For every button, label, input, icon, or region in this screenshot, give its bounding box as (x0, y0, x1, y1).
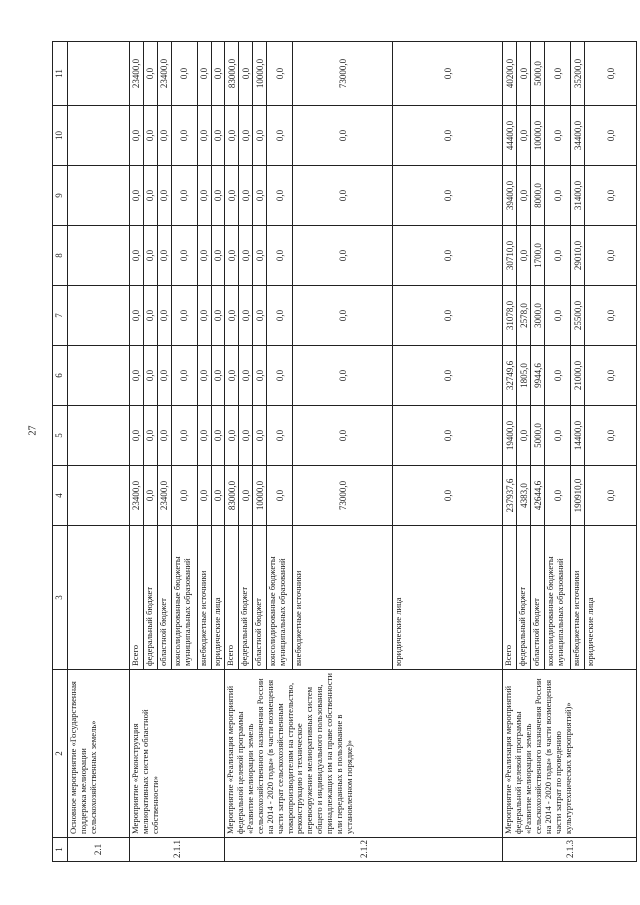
amount-cell (68, 346, 130, 406)
amount-cell: 0,0 (239, 286, 253, 346)
funding-source: внебюджетные источники (571, 526, 585, 670)
amount-cell: 83000,0 (225, 42, 239, 106)
amount-cell: 5000,0 (531, 42, 545, 106)
column-header: 7 (53, 286, 68, 346)
amount-cell: 0,0 (225, 226, 239, 286)
amount-cell: 29010,0 (571, 226, 585, 286)
funding-source: Всего (225, 526, 239, 670)
row-code: 2.1.2 (225, 838, 503, 862)
amount-cell: 4383,0 (517, 466, 531, 526)
amount-cell: 23400,0 (130, 42, 144, 106)
funding-source: внебюджетные источники (293, 526, 393, 670)
column-header: 11 (53, 42, 68, 106)
amount-cell: 0,0 (545, 226, 571, 286)
amount-cell: 31078,0 (503, 286, 517, 346)
amount-cell: 83000,0 (225, 466, 239, 526)
amount-cell: 0,0 (585, 346, 637, 406)
table-row (225, 42, 239, 862)
funding-source: Всего (503, 526, 517, 670)
amount-cell: 73000,0 (293, 466, 393, 526)
amount-cell: 0,0 (585, 286, 637, 346)
amount-cell: 0,0 (267, 226, 293, 286)
amount-cell: 0,0 (545, 406, 571, 466)
funding-source: Всего (130, 526, 144, 670)
amount-cell: 0,0 (545, 42, 571, 106)
amount-cell: 0,0 (144, 286, 158, 346)
funding-source: федеральный бюджет (144, 526, 158, 670)
amount-cell: 0,0 (198, 166, 212, 226)
amount-cell: 0,0 (158, 346, 172, 406)
amount-cell: 0,0 (212, 346, 225, 406)
amount-cell: 0,0 (172, 166, 198, 226)
amount-cell: 0,0 (172, 346, 198, 406)
funding-source: юридические лица (393, 526, 503, 670)
funding-source: юридические лица (585, 526, 637, 670)
funding-source: юридические лица (212, 526, 225, 670)
amount-cell: 0,0 (144, 406, 158, 466)
amount-cell: 1700,0 (531, 226, 545, 286)
amount-cell: 73000,0 (293, 42, 393, 106)
amount-cell: 0,0 (293, 226, 393, 286)
funding-source: консолидированные бюджеты муниципальных образований (172, 526, 198, 670)
amount-cell: 0,0 (212, 226, 225, 286)
page-number: 27 (27, 425, 39, 436)
amount-cell: 0,0 (393, 286, 503, 346)
amount-cell: 39400,0 (503, 166, 517, 226)
amount-cell: 0,0 (253, 106, 267, 166)
amount-cell: 0,0 (225, 346, 239, 406)
amount-cell: 0,0 (293, 346, 393, 406)
amount-cell: 0,0 (130, 166, 144, 226)
amount-cell: 10000,0 (531, 106, 545, 166)
row-code: 2.1 (68, 838, 130, 862)
amount-cell: 0,0 (517, 406, 531, 466)
activity-description: Мероприятие «Реконструкция мелиоративных систем областной собственности» (130, 670, 225, 838)
amount-cell: 0,0 (198, 106, 212, 166)
amount-cell: 0,0 (239, 346, 253, 406)
amount-cell: 25500,0 (571, 286, 585, 346)
amount-cell: 0,0 (293, 406, 393, 466)
amount-cell (68, 466, 130, 526)
amount-cell: 0,0 (585, 42, 637, 106)
amount-cell: 0,0 (212, 406, 225, 466)
amount-cell: 0,0 (545, 286, 571, 346)
amount-cell: 0,0 (212, 166, 225, 226)
amount-cell: 0,0 (172, 42, 198, 106)
amount-cell: 2578,0 (517, 286, 531, 346)
amount-cell: 0,0 (225, 166, 239, 226)
amount-cell (68, 106, 130, 166)
amount-cell (68, 286, 130, 346)
amount-cell: 0,0 (144, 346, 158, 406)
amount-cell: 34400,0 (571, 106, 585, 166)
amount-cell (68, 166, 130, 226)
column-header: 1 (53, 838, 68, 862)
amount-cell: 0,0 (225, 106, 239, 166)
amount-cell: 0,0 (267, 466, 293, 526)
funding-source: областной бюджет (253, 526, 267, 670)
column-header: 5 (53, 406, 68, 466)
amount-cell: 0,0 (198, 466, 212, 526)
amount-cell: 1805,0 (517, 346, 531, 406)
amount-cell (68, 406, 130, 466)
funding-source: областной бюджет (531, 526, 545, 670)
amount-cell: 0,0 (517, 226, 531, 286)
amount-cell: 0,0 (144, 226, 158, 286)
amount-cell: 0,0 (239, 226, 253, 286)
amount-cell: 0,0 (198, 286, 212, 346)
table-row (130, 42, 144, 862)
table-row (503, 42, 517, 862)
amount-cell: 0,0 (198, 346, 212, 406)
amount-cell: 0,0 (172, 286, 198, 346)
amount-cell: 0,0 (225, 286, 239, 346)
amount-cell: 0,0 (267, 406, 293, 466)
amount-cell: 0,0 (393, 346, 503, 406)
amount-cell: 0,0 (198, 226, 212, 286)
funding-source: федеральный бюджет (239, 526, 253, 670)
amount-cell: 0,0 (239, 42, 253, 106)
amount-cell: 0,0 (585, 106, 637, 166)
amount-cell: 0,0 (144, 166, 158, 226)
amount-cell: 19400,0 (503, 406, 517, 466)
amount-cell: 23400,0 (158, 466, 172, 526)
amount-cell: 0,0 (212, 286, 225, 346)
amount-cell: 0,0 (293, 166, 393, 226)
activity-description: Мероприятие «Реализация мероприятий федеральной целевой программы «Развитие мелиорации земель сельскохозяйственного назначения России на 2014 - 2020 годы» (в части возмещения части затрат по проведению культуртехнических мероприятий)» (503, 670, 637, 838)
amount-cell: 30710,0 (503, 226, 517, 286)
amount-cell: 14400,0 (571, 406, 585, 466)
rotated-document (52, 42, 632, 862)
amount-cell: 0,0 (144, 106, 158, 166)
amount-cell: 5000,0 (531, 406, 545, 466)
amount-cell: 0,0 (585, 226, 637, 286)
funding-source: консолидированные бюджеты муниципальных образований (545, 526, 571, 670)
amount-cell: 0,0 (253, 166, 267, 226)
amount-cell: 0,0 (130, 406, 144, 466)
amount-cell: 0,0 (545, 106, 571, 166)
amount-cell: 0,0 (130, 106, 144, 166)
amount-cell: 0,0 (253, 406, 267, 466)
amount-cell: 0,0 (517, 166, 531, 226)
amount-cell: 0,0 (253, 286, 267, 346)
column-header: 6 (53, 346, 68, 406)
amount-cell: 0,0 (585, 466, 637, 526)
column-header: 9 (53, 166, 68, 226)
funding-table (52, 41, 637, 862)
amount-cell: 0,0 (144, 466, 158, 526)
amount-cell: 0,0 (253, 226, 267, 286)
amount-cell: 0,0 (393, 106, 503, 166)
amount-cell: 0,0 (158, 106, 172, 166)
column-header: 4 (53, 466, 68, 526)
amount-cell: 35200,0 (571, 42, 585, 106)
amount-cell: 0,0 (198, 42, 212, 106)
amount-cell (68, 42, 130, 106)
amount-cell: 0,0 (267, 106, 293, 166)
amount-cell: 0,0 (267, 346, 293, 406)
amount-cell: 8000,0 (531, 166, 545, 226)
amount-cell (68, 226, 130, 286)
activity-description: Мероприятие «Реализация мероприятий федеральной целевой программы «Развитие мелиорации земель сельскохозяйственного назначения России на 2014 - 2020 годы» (в части возмещения части затрат сельскохозяйственным товаропроизводителям на строительство, реконструкцию и техническое перевооружение мелиоративных систем общего и индивидуального пользования, принадлежащих им на праве собственности или переданных в пользование в установленном порядке)» (225, 670, 503, 838)
amount-cell: 0,0 (293, 286, 393, 346)
amount-cell: 0,0 (212, 466, 225, 526)
amount-cell: 3000,0 (531, 286, 545, 346)
activity-description: Основное мероприятие «Государственная поддержка мелиорации сельскохозяйственных земель» (68, 670, 130, 838)
amount-cell: 0,0 (239, 166, 253, 226)
table-body (68, 42, 637, 862)
amount-cell: 0,0 (393, 226, 503, 286)
amount-cell: 42644,6 (531, 466, 545, 526)
amount-cell: 0,0 (225, 406, 239, 466)
amount-cell: 0,0 (267, 286, 293, 346)
amount-cell: 0,0 (545, 166, 571, 226)
amount-cell: 0,0 (212, 106, 225, 166)
amount-cell: 0,0 (393, 466, 503, 526)
amount-cell: 44400,0 (503, 106, 517, 166)
amount-cell: 31400,0 (571, 166, 585, 226)
amount-cell: 0,0 (239, 406, 253, 466)
funding-source: консолидированные бюджеты муниципальных образований (267, 526, 293, 670)
amount-cell: 0,0 (517, 106, 531, 166)
amount-cell: 0,0 (144, 42, 158, 106)
amount-cell: 0,0 (172, 106, 198, 166)
amount-cell: 0,0 (585, 406, 637, 466)
amount-cell: 0,0 (393, 166, 503, 226)
amount-cell: 0,0 (158, 226, 172, 286)
amount-cell: 0,0 (393, 406, 503, 466)
amount-cell: 0,0 (198, 406, 212, 466)
funding-source: федеральный бюджет (517, 526, 531, 670)
amount-cell: 0,0 (293, 106, 393, 166)
amount-cell: 0,0 (158, 286, 172, 346)
amount-cell: 0,0 (239, 106, 253, 166)
column-header: 8 (53, 226, 68, 286)
amount-cell: 0,0 (158, 406, 172, 466)
funding-source (68, 526, 130, 670)
amount-cell: 0,0 (393, 42, 503, 106)
amount-cell: 0,0 (130, 346, 144, 406)
amount-cell: 0,0 (130, 226, 144, 286)
amount-cell: 23400,0 (130, 466, 144, 526)
funding-source: внебюджетные источники (198, 526, 212, 670)
column-header: 3 (53, 526, 68, 670)
amount-cell: 0,0 (158, 166, 172, 226)
amount-cell: 0,0 (172, 406, 198, 466)
table-row (68, 42, 130, 862)
amount-cell: 0,0 (545, 346, 571, 406)
funding-source: областной бюджет (158, 526, 172, 670)
amount-cell: 0,0 (545, 466, 571, 526)
amount-cell: 237937,6 (503, 466, 517, 526)
row-code: 2.1.1 (130, 838, 225, 862)
amount-cell: 10000,0 (253, 42, 267, 106)
amount-cell: 0,0 (517, 42, 531, 106)
header-row (53, 42, 68, 862)
amount-cell: 9944,6 (531, 346, 545, 406)
amount-cell: 0,0 (253, 346, 267, 406)
amount-cell: 0,0 (267, 42, 293, 106)
amount-cell: 32749,6 (503, 346, 517, 406)
amount-cell: 0,0 (239, 466, 253, 526)
amount-cell: 0,0 (172, 466, 198, 526)
amount-cell: 0,0 (172, 226, 198, 286)
amount-cell: 0,0 (585, 166, 637, 226)
amount-cell: 0,0 (130, 286, 144, 346)
column-header: 10 (53, 106, 68, 166)
amount-cell: 21000,0 (571, 346, 585, 406)
amount-cell: 0,0 (267, 166, 293, 226)
amount-cell: 23400,0 (158, 42, 172, 106)
amount-cell: 0,0 (212, 42, 225, 106)
amount-cell: 10000,0 (253, 466, 267, 526)
amount-cell: 40200,0 (503, 42, 517, 106)
column-header: 2 (53, 670, 68, 838)
amount-cell: 190910,0 (571, 466, 585, 526)
row-code: 2.1.3 (503, 838, 637, 862)
